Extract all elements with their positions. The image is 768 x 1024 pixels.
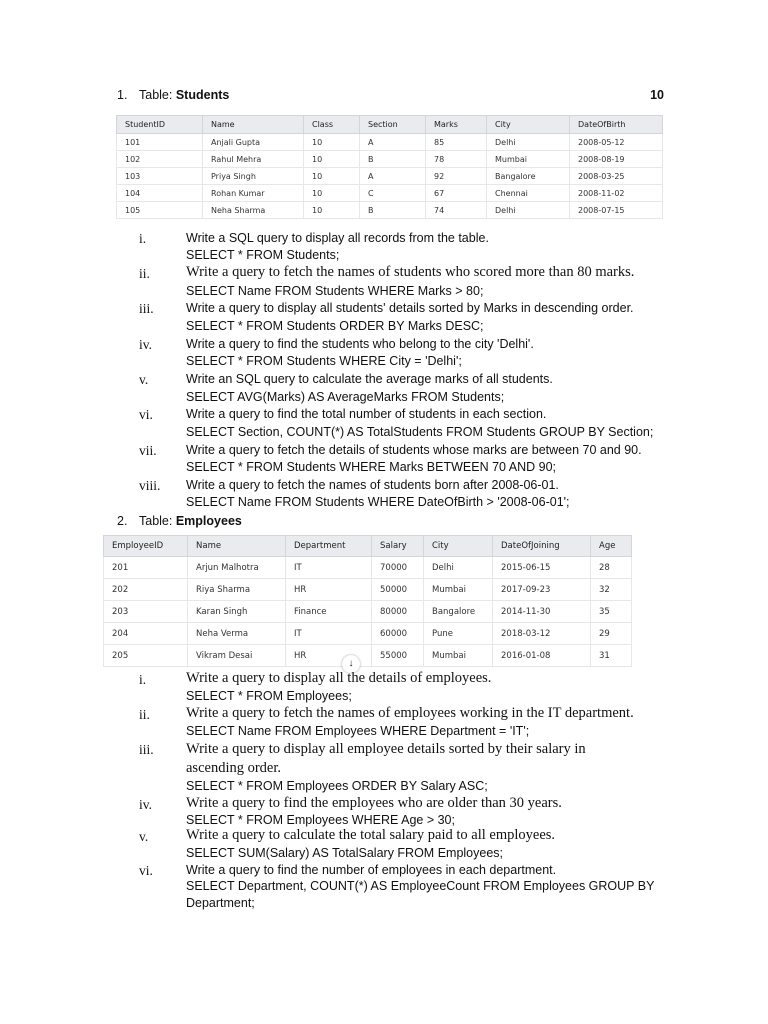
question-text: Write a query to fetch the names of students born after 2008-06-01. <box>186 478 559 492</box>
answer-text-continued: Department; <box>186 896 255 910</box>
employees-table <box>103 535 632 667</box>
item-number: vii. <box>139 443 157 458</box>
question-text: Write a query to find the students who belong to the city 'Delhi'. <box>186 337 534 351</box>
question-marks: 10 <box>650 88 664 102</box>
answer-text: SELECT Department, COUNT(*) AS EmployeeCount FROM Employees GROUP BY <box>186 879 655 893</box>
table-cell: 10 <box>304 202 360 219</box>
answer-text: SELECT Name FROM Employees WHERE Department = 'IT'; <box>186 724 530 738</box>
answer-text: SELECT * FROM Students; <box>186 248 340 262</box>
column-header: Marks <box>426 116 487 134</box>
table-row <box>117 168 663 185</box>
table-header-row <box>104 536 632 557</box>
table-cell: 2008-08-19 <box>570 151 663 168</box>
table-cell: 201 <box>104 557 188 579</box>
table-cell: 80000 <box>372 601 424 623</box>
answer-text: SELECT * FROM Employees ORDER BY Salary ASC; <box>186 779 488 793</box>
table-cell: Mumbai <box>487 151 570 168</box>
column-header: City <box>487 116 570 134</box>
table-cell: 205 <box>104 645 188 667</box>
table-cell: 78 <box>426 151 487 168</box>
table-cell: 55000 <box>372 645 424 667</box>
table-cell: 50000 <box>372 579 424 601</box>
table-row <box>104 645 632 667</box>
table-cell: 70000 <box>372 557 424 579</box>
question-1-heading <box>117 88 229 102</box>
table-cell: 104 <box>117 185 203 202</box>
table-cell: A <box>360 168 426 185</box>
table-cell: 10 <box>304 168 360 185</box>
table-cell: Rahul Mehra <box>203 151 304 168</box>
table-cell: Delhi <box>487 134 570 151</box>
table-row <box>104 601 632 623</box>
question-text: Write a query to calculate the total salary paid to all employees. <box>186 827 556 843</box>
table-cell: Mumbai <box>424 579 493 601</box>
table-name: Students <box>175 88 230 102</box>
table-cell: 202 <box>104 579 188 601</box>
table-cell: Priya Singh <box>203 168 304 185</box>
table-row <box>117 151 663 168</box>
table-cell: Riya Sharma <box>188 579 286 601</box>
table-cell: Arjun Malhotra <box>188 557 286 579</box>
table-cell: HR <box>286 645 372 667</box>
table-cell: Finance <box>286 601 372 623</box>
table-cell: 2018-03-12 <box>493 623 591 645</box>
table-cell: 31 <box>591 645 632 667</box>
table-cell: 101 <box>117 134 203 151</box>
item-number: ii. <box>139 707 150 722</box>
question-text: Write an SQL query to calculate the average marks of all students. <box>186 372 553 386</box>
table-cell: IT <box>286 557 372 579</box>
item-number: iii. <box>139 742 154 757</box>
table-cell: 10 <box>304 151 360 168</box>
table-cell: HR <box>286 579 372 601</box>
column-header: DateOfBirth <box>570 116 663 134</box>
column-header: EmployeeID <box>104 536 188 557</box>
question-number: 2. <box>117 514 128 528</box>
table-cell: Mumbai <box>424 645 493 667</box>
table-row <box>117 134 663 151</box>
table-cell: 2008-05-12 <box>570 134 663 151</box>
table-cell: 10 <box>304 185 360 202</box>
column-header: Class <box>304 116 360 134</box>
table-cell: 2008-07-15 <box>570 202 663 219</box>
table-row <box>104 623 632 645</box>
answer-text: SELECT * FROM Students WHERE Marks BETWEEN 70 AND 90; <box>186 460 557 474</box>
item-number: vi. <box>139 863 153 878</box>
arrow-down-icon: ↓ <box>348 658 354 669</box>
table-cell: A <box>360 134 426 151</box>
answer-text: SELECT Name FROM Students WHERE DateOfBirth > '2008-06-01'; <box>186 495 570 509</box>
table-cell: 10 <box>304 134 360 151</box>
table-row <box>117 185 663 202</box>
table-label: Table: <box>139 514 176 528</box>
table-cell: Bangalore <box>487 168 570 185</box>
column-header: StudentID <box>117 116 203 134</box>
column-header: Name <box>203 116 304 134</box>
table-cell: 74 <box>426 202 487 219</box>
table-row <box>104 579 632 601</box>
table-cell: Delhi <box>424 557 493 579</box>
table-cell: 32 <box>591 579 632 601</box>
question-text: Write a query to find the number of employees in each department. <box>186 863 557 877</box>
table-cell: IT <box>286 623 372 645</box>
item-number: iv. <box>139 797 152 812</box>
item-number: viii. <box>139 478 161 493</box>
table-cell: 35 <box>591 601 632 623</box>
table-cell: 2015-06-15 <box>493 557 591 579</box>
column-header: Section <box>360 116 426 134</box>
item-number: iii. <box>139 301 154 316</box>
table-label: Table: <box>139 88 176 102</box>
question-text: Write a query to fetch the names of students who scored more than 80 marks. <box>186 264 635 280</box>
question-text: Write a query to display all the details of employees. <box>186 670 492 686</box>
answer-text: SELECT * FROM Students ORDER BY Marks DESC; <box>186 319 484 333</box>
table-cell: 2008-11-02 <box>570 185 663 202</box>
question-text: Write a query to find the total number of students in each section. <box>186 407 547 421</box>
table-row <box>117 202 663 219</box>
table-name: Employees <box>175 514 242 528</box>
question-text: Write a query to fetch the names of employees working in the IT department. <box>186 705 634 721</box>
item-number: vi. <box>139 407 153 422</box>
table-cell: Neha Sharma <box>203 202 304 219</box>
column-header: Department <box>286 536 372 557</box>
answer-text: SELECT * FROM Employees WHERE Age > 30; <box>186 813 455 827</box>
table-cell: B <box>360 202 426 219</box>
item-number: iv. <box>139 337 152 352</box>
question-text: Write a query to display all students' details sorted by Marks in descending order. <box>186 301 634 315</box>
table-cell: Delhi <box>487 202 570 219</box>
item-number: ii. <box>139 266 150 281</box>
table-cell: 105 <box>117 202 203 219</box>
item-number: v. <box>139 829 149 844</box>
column-header: City <box>424 536 493 557</box>
question-text: Write a query to fetch the details of students whose marks are between 70 and 90. <box>186 443 642 457</box>
answer-text: SELECT SUM(Salary) AS TotalSalary FROM Employees; <box>186 846 503 860</box>
table-cell: Neha Verma <box>188 623 286 645</box>
table-cell: 92 <box>426 168 487 185</box>
table-cell: 204 <box>104 623 188 645</box>
table-cell: 28 <box>591 557 632 579</box>
table-cell: 60000 <box>372 623 424 645</box>
table-cell: 85 <box>426 134 487 151</box>
table-cell: 67 <box>426 185 487 202</box>
table-cell: 102 <box>117 151 203 168</box>
table-cell: Karan Singh <box>188 601 286 623</box>
answer-text: SELECT * FROM Employees; <box>186 689 352 703</box>
table-cell: Anjali Gupta <box>203 134 304 151</box>
table-cell: Chennai <box>487 185 570 202</box>
table-cell: C <box>360 185 426 202</box>
table-cell: 2014-11-30 <box>493 601 591 623</box>
item-number: i. <box>139 672 147 687</box>
answer-text: SELECT Section, COUNT(*) AS TotalStudents FROM Students GROUP BY Section; <box>186 425 654 439</box>
column-header: DateOfJoining <box>493 536 591 557</box>
item-number: i. <box>139 231 147 246</box>
question-text: Write a query to find the employees who are older than 30 years. <box>186 795 562 811</box>
column-header: Age <box>591 536 632 557</box>
question-text-continued: ascending order. <box>186 760 282 776</box>
question-text: Write a query to display all employee details sorted by their salary in <box>186 741 586 757</box>
table-cell: 103 <box>117 168 203 185</box>
table-cell: 203 <box>104 601 188 623</box>
question-text: Write a SQL query to display all records from the table. <box>186 231 489 245</box>
table-cell: Rohan Kumar <box>203 185 304 202</box>
table-header-row <box>117 116 663 134</box>
question-2-heading <box>117 514 242 528</box>
table-cell: B <box>360 151 426 168</box>
table-cell: Bangalore <box>424 601 493 623</box>
table-cell: 29 <box>591 623 632 645</box>
item-number: v. <box>139 372 149 387</box>
column-header: Name <box>188 536 286 557</box>
answer-text: SELECT Name FROM Students WHERE Marks > 80; <box>186 284 484 298</box>
question-number: 1. <box>117 88 128 102</box>
table-cell: 2017-09-23 <box>493 579 591 601</box>
table-cell: Vikram Desai <box>188 645 286 667</box>
students-table <box>116 115 663 219</box>
table-cell: 2008-03-25 <box>570 168 663 185</box>
table-cell: Pune <box>424 623 493 645</box>
table-cell: 2016-01-08 <box>493 645 591 667</box>
table-row <box>104 557 632 579</box>
answer-text: SELECT AVG(Marks) AS AverageMarks FROM Students; <box>186 390 505 404</box>
answer-text: SELECT * FROM Students WHERE City = 'Delhi'; <box>186 354 462 368</box>
column-header: Salary <box>372 536 424 557</box>
